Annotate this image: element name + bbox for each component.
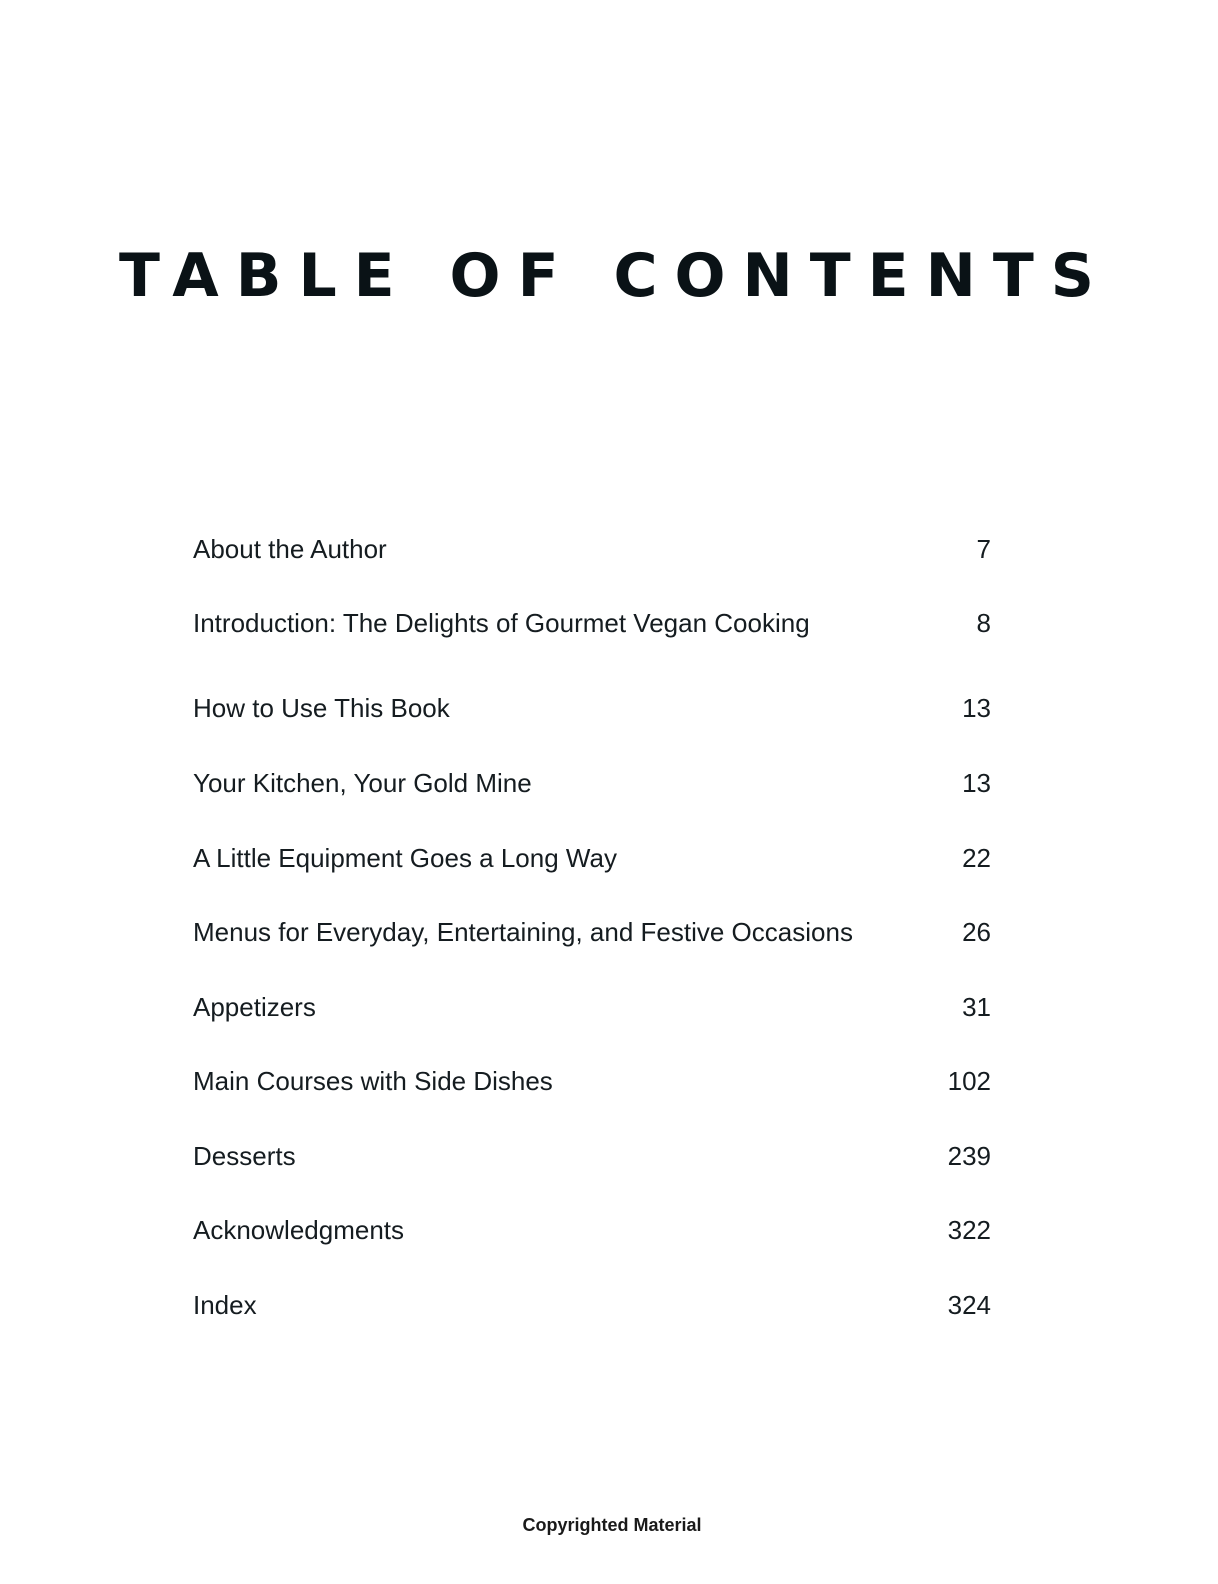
toc-entry[interactable] bbox=[193, 838, 991, 878]
toc-entry-title: About the Author bbox=[193, 533, 387, 564]
toc-entry[interactable] bbox=[193, 1136, 991, 1176]
page-title: TABLE OF CONTENTS bbox=[119, 241, 1111, 311]
toc-entry-page: 239 bbox=[947, 1140, 991, 1171]
toc-entry-title: Index bbox=[193, 1289, 257, 1320]
toc-entry-page: 13 bbox=[962, 767, 991, 798]
toc-entry-page: 324 bbox=[947, 1289, 991, 1320]
toc-entry-title: How to Use This Book bbox=[193, 692, 450, 723]
toc-entry[interactable] bbox=[193, 603, 991, 643]
toc-entry[interactable] bbox=[193, 1061, 991, 1101]
toc-entry[interactable] bbox=[193, 688, 991, 728]
toc-entry-title: Menus for Everyday, Entertaining, and Festive Occasions bbox=[193, 916, 853, 947]
toc-entry-title: Appetizers bbox=[193, 991, 316, 1022]
toc-entry-page: 7 bbox=[976, 533, 991, 564]
toc-entry-title: Your Kitchen, Your Gold Mine bbox=[193, 767, 532, 798]
copyright-footer: Copyrighted Material bbox=[522, 1515, 702, 1535]
toc-entry-title: Main Courses with Side Dishes bbox=[193, 1065, 553, 1096]
toc-entry-page: 322 bbox=[947, 1214, 991, 1245]
toc-entry-page: 13 bbox=[962, 692, 991, 723]
toc-entry-page: 26 bbox=[962, 916, 991, 947]
toc-entry[interactable] bbox=[193, 987, 991, 1027]
toc-entry-page: 31 bbox=[962, 991, 991, 1022]
toc-entry[interactable] bbox=[193, 1210, 991, 1250]
toc-entry[interactable] bbox=[193, 1285, 991, 1325]
toc-entry-page: 102 bbox=[947, 1065, 991, 1096]
toc-entry-title: Desserts bbox=[193, 1140, 296, 1171]
toc-entry[interactable] bbox=[193, 529, 991, 569]
toc-entry-page: 22 bbox=[962, 842, 991, 873]
toc-entry-page: 8 bbox=[976, 607, 991, 638]
toc-entry-title: Introduction: The Delights of Gourmet Vegan Cooking bbox=[193, 607, 810, 638]
toc-entry-title: Acknowledgments bbox=[193, 1214, 404, 1245]
toc-entry[interactable] bbox=[193, 912, 991, 952]
toc-entry-title: A Little Equipment Goes a Long Way bbox=[193, 842, 617, 873]
toc-entry[interactable] bbox=[193, 763, 991, 803]
